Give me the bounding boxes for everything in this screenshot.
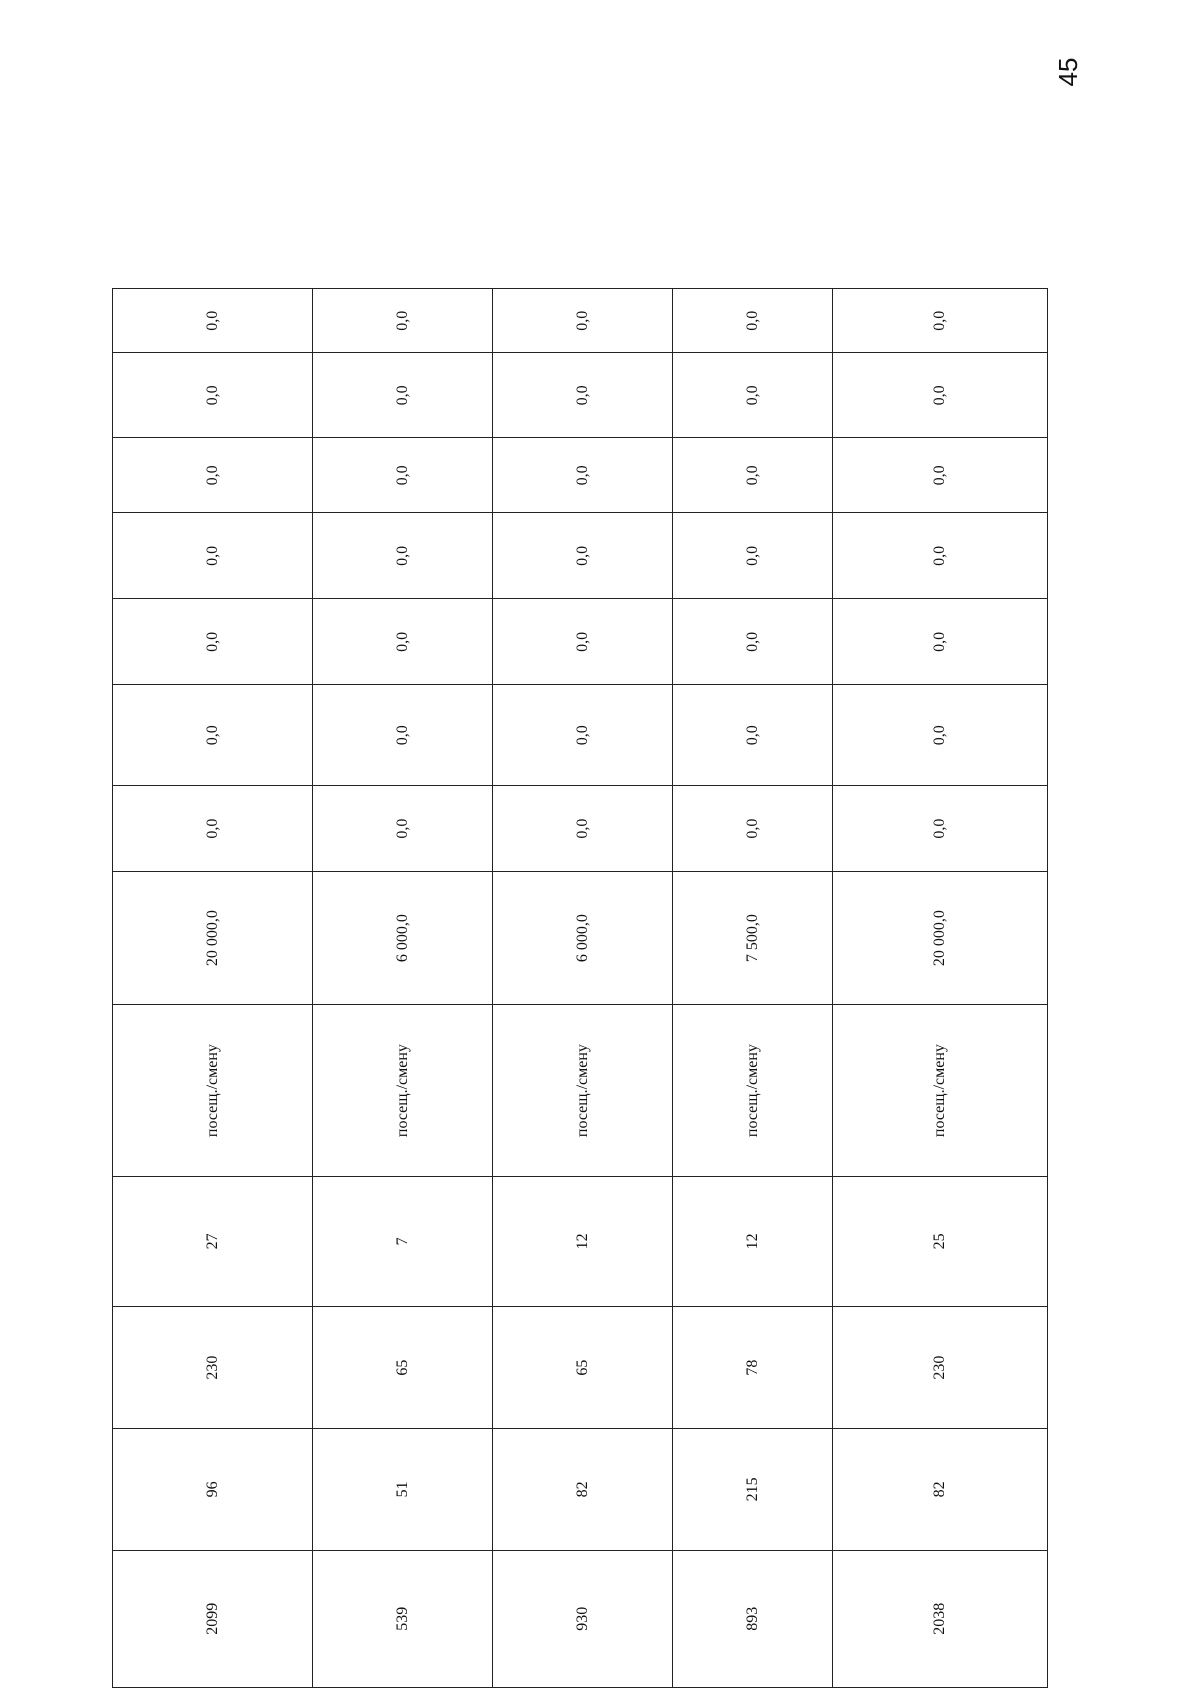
table-cell: 2038 <box>833 1550 1048 1687</box>
table-cell: 6 000,0 <box>313 872 493 1005</box>
table-cell: 0,0 <box>313 438 493 513</box>
table-cell: 0,0 <box>833 599 1048 685</box>
table-cell: 0,0 <box>113 685 313 786</box>
table-row <box>673 289 833 1688</box>
table-cell: 12 <box>493 1176 673 1306</box>
table-cell: 0,0 <box>113 513 313 599</box>
table-cell: 0,0 <box>833 786 1048 872</box>
table-cell: 0,0 <box>313 289 493 354</box>
table-cell: 0,0 <box>493 685 673 786</box>
table-cell: 0,0 <box>113 599 313 685</box>
table-body <box>113 289 1048 1688</box>
table-cell: 0,0 <box>673 685 833 786</box>
table-cell: 0,0 <box>673 289 833 354</box>
table-cell: 0,0 <box>493 513 673 599</box>
page-number: 45 <box>1053 57 1083 87</box>
table-cell: 0,0 <box>313 685 493 786</box>
table-cell: 0,0 <box>833 513 1048 599</box>
table-cell: 0,0 <box>833 685 1048 786</box>
table-cell: 82 <box>833 1429 1048 1550</box>
table-row <box>313 289 493 1688</box>
table-cell: 0,0 <box>833 438 1048 513</box>
table-cell: 20 000,0 <box>833 872 1048 1005</box>
table-cell: 0,0 <box>493 289 673 354</box>
table-cell: 0,0 <box>673 438 833 513</box>
table-cell: посещ./смену <box>313 1005 493 1177</box>
table-cell: 7 500,0 <box>673 872 833 1005</box>
table-cell: 0,0 <box>313 353 493 438</box>
table-cell: 0,0 <box>673 353 833 438</box>
table-cell: посещ./смену <box>673 1005 833 1177</box>
table-cell: 893 <box>673 1550 833 1687</box>
table-cell: 0,0 <box>673 786 833 872</box>
table-cell: 12 <box>673 1176 833 1306</box>
table-cell: 82 <box>493 1429 673 1550</box>
table-cell: 215 <box>673 1429 833 1550</box>
table-cell: 0,0 <box>833 289 1048 354</box>
table-row <box>493 289 673 1688</box>
table-cell: 65 <box>313 1306 493 1428</box>
table-cell: 0,0 <box>833 353 1048 438</box>
table-cell: 0,0 <box>113 438 313 513</box>
table-cell: 7 <box>313 1176 493 1306</box>
table-cell: 96 <box>113 1429 313 1550</box>
table-cell: 6 000,0 <box>493 872 673 1005</box>
table-cell: 0,0 <box>313 513 493 599</box>
table-cell: 0,0 <box>313 599 493 685</box>
table-cell: 0,0 <box>313 786 493 872</box>
table-cell: 27 <box>113 1176 313 1306</box>
table-cell: 20 000,0 <box>113 872 313 1005</box>
table-cell: 0,0 <box>493 438 673 513</box>
table-cell: 0,0 <box>113 289 313 354</box>
table-row <box>113 289 313 1688</box>
table-cell: посещ./смену <box>113 1005 313 1177</box>
table-row <box>833 289 1048 1688</box>
table-cell: 25 <box>833 1176 1048 1306</box>
table-cell: 930 <box>493 1550 673 1687</box>
table-cell: посещ./смену <box>833 1005 1048 1177</box>
table-cell: 230 <box>113 1306 313 1428</box>
table-cell: 539 <box>313 1550 493 1687</box>
table-cell: посещ./смену <box>493 1005 673 1177</box>
table-cell: 78 <box>673 1306 833 1428</box>
table-cell: 0,0 <box>673 513 833 599</box>
table-cell: 0,0 <box>493 786 673 872</box>
data-table <box>112 288 1048 1688</box>
table-cell: 51 <box>313 1429 493 1550</box>
table-cell: 230 <box>833 1306 1048 1428</box>
table-cell: 0,0 <box>113 353 313 438</box>
rotated-table-container <box>112 288 1047 1688</box>
table-cell: 0,0 <box>113 786 313 872</box>
table-cell: 0,0 <box>493 599 673 685</box>
table-cell: 0,0 <box>673 599 833 685</box>
table-cell: 65 <box>493 1306 673 1428</box>
table-cell: 0,0 <box>493 353 673 438</box>
table-cell: 2099 <box>113 1550 313 1687</box>
